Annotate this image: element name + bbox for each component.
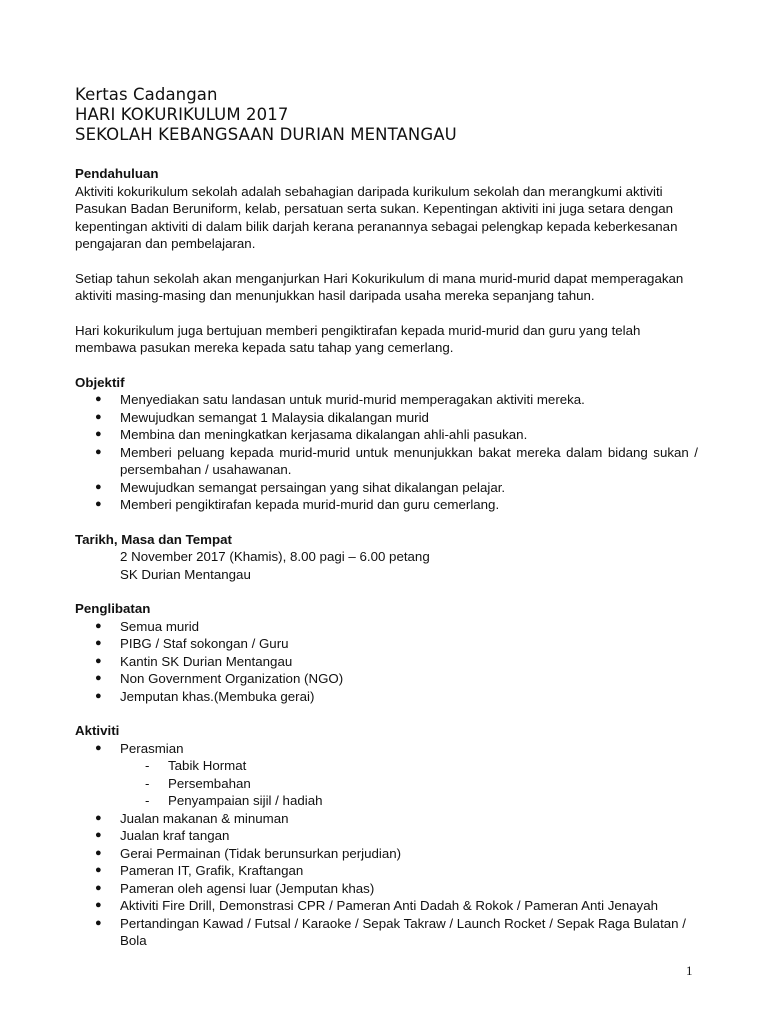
paragraph-pendahuluan-3: Hari kokurikulum juga bertujuan memberi pengiktirafan kepada murid-murid dan guru yang telah membawa pasukan mereka kepada satu tahap yang cemerlang. bbox=[75, 322, 641, 355]
list-item: ● Menyediakan satu landasan untuk murid-murid memperagakan aktiviti mereka. bbox=[95, 392, 585, 407]
bullet-icon: ● bbox=[95, 741, 102, 754]
list-item: ● Pertandingan Kawad / Futsal / Karaoke / Sepak Takraw / Launch Rocket / Sepak Raga Bulatan / Bola bbox=[95, 915, 686, 948]
bullet-icon: ● bbox=[95, 899, 102, 911]
list-item: ● PIBG / Staf sokongan / Guru bbox=[95, 636, 289, 651]
bullet-icon: ● bbox=[95, 829, 102, 841]
paragraph-pendahuluan-2: Setiap tahun sekolah akan menganjurkan Hari Kokurikulum di mana murid-murid dapat memperagakan aktiviti masing-masing dan menunjukkan hasil daripada usaha mereka sepanjang tahun. bbox=[75, 270, 684, 303]
section-heading-aktiviti: Aktiviti bbox=[75, 723, 120, 738]
list-item: ● Pameran oleh agensi luar (Jemputan khas) bbox=[95, 880, 375, 896]
list-item: ● Membina dan meningkatkan kerjasama dikalangan ahli-ahli pasukan. bbox=[95, 427, 528, 442]
aktiviti-list bbox=[75, 740, 698, 758]
bullet-icon: ● bbox=[95, 811, 102, 824]
list-item: ● Mewujudkan semangat persaingan yang sihat dikalangan pelajar. bbox=[95, 479, 506, 495]
bullet-icon: ● bbox=[95, 445, 102, 458]
list-item bbox=[75, 740, 698, 758]
sub-list-item: - Penyampaian sijil / hadiah bbox=[145, 793, 323, 808]
bullet-icon: ● bbox=[95, 672, 102, 684]
section-heading-pendahuluan: Pendahuluan bbox=[75, 166, 159, 181]
paragraph-pendahuluan-1: Aktiviti kokurikulum sekolah adalah sebahagian daripada kurikulum sekolah dan merangkumi aktiviti Pasukan Badan Beruniform, kelab, persatuan serta sukan. Kepentingan aktiviti ini juga setara dengan kepentingan aktiviti di dalam bilik darjah kerana peranannya sebagai pelengkap kepada keberkesanan pengajaran dan pembelajaran. bbox=[75, 183, 678, 251]
list-item: ● Jualan kraf tangan bbox=[95, 828, 230, 843]
bullet-icon: ● bbox=[95, 637, 102, 649]
list-item: ● Jualan makanan & minuman bbox=[95, 810, 289, 826]
document-body bbox=[75, 165, 698, 950]
document-title-block bbox=[75, 85, 457, 145]
bullet-icon: ● bbox=[95, 864, 102, 876]
bullet-icon: ● bbox=[95, 881, 102, 894]
section-heading-objektif: Objektif bbox=[75, 374, 125, 390]
list-item: ● Gerai Permainan (Tidak berunsurkan perjudian) bbox=[95, 845, 402, 861]
tarikh-venue: SK Durian Mentangau bbox=[120, 566, 251, 582]
aktiviti-list-continued bbox=[75, 810, 698, 950]
list-item: ● Non Government Organization (NGO) bbox=[95, 671, 344, 686]
list-item: ● Kantin SK Durian Mentangau bbox=[95, 653, 293, 669]
list-item: ● Aktiviti Fire Drill, Demonstrasi CPR / Pameran Anti Dadah & Rokok / Pameran Anti Jenayah bbox=[95, 898, 658, 913]
bullet-icon: ● bbox=[95, 393, 102, 405]
list-item: ● Semua murid bbox=[95, 618, 200, 634]
tarikh-date-time: 2 November 2017 (Khamis), 8.00 pagi – 6.00 petang bbox=[120, 549, 430, 564]
title-line-1: Kertas Cadangan bbox=[75, 85, 218, 104]
list-item: ● Pameran IT, Grafik, Kraftangan bbox=[95, 863, 304, 878]
dash-icon: - bbox=[145, 758, 150, 773]
bullet-icon: ● bbox=[95, 428, 102, 440]
sub-list-item: - Tabik Hormat bbox=[145, 758, 247, 773]
bullet-icon: ● bbox=[95, 916, 102, 929]
section-heading-penglibatan: Penglibatan bbox=[75, 601, 151, 616]
bullet-icon: ● bbox=[95, 480, 102, 493]
bullet-icon: ● bbox=[95, 619, 102, 632]
list-item: ● Memberi peluang kepada murid-murid untuk menunjukkan bakat mereka dalam bidang sukan / persembahan / usahawanan. bbox=[95, 444, 698, 477]
bullet-icon: ● bbox=[95, 654, 102, 667]
bullet-icon: ● bbox=[95, 689, 102, 702]
bullet-icon: ● bbox=[95, 498, 102, 510]
list-item: ● Jemputan khas.(Membuka gerai) bbox=[95, 688, 315, 704]
perasmian-sublist bbox=[75, 757, 698, 810]
title-line-2: HARI KOKURIKULUM 2017 bbox=[75, 105, 289, 124]
objektif-list bbox=[75, 391, 698, 514]
title-line-3: SEKOLAH KEBANGSAAN DURIAN MENTANGAU bbox=[75, 125, 457, 144]
bullet-icon: ● bbox=[95, 846, 102, 859]
penglibatan-list bbox=[75, 618, 698, 706]
sub-list-item: - Persembahan bbox=[145, 775, 251, 791]
page-number: 1 bbox=[686, 963, 693, 978]
bullet-icon: ● bbox=[95, 410, 102, 423]
dash-icon: - bbox=[145, 775, 150, 791]
list-item: ● Mewujudkan semangat 1 Malaysia dikalangan murid bbox=[95, 409, 429, 425]
list-item: ● Memberi pengiktirafan kepada murid-murid dan guru cemerlang. bbox=[95, 497, 500, 512]
aktiviti-perasmian: Perasmian bbox=[120, 740, 184, 756]
section-heading-tarikh: Tarikh, Masa dan Tempat bbox=[75, 531, 232, 547]
dash-icon: - bbox=[145, 793, 150, 808]
